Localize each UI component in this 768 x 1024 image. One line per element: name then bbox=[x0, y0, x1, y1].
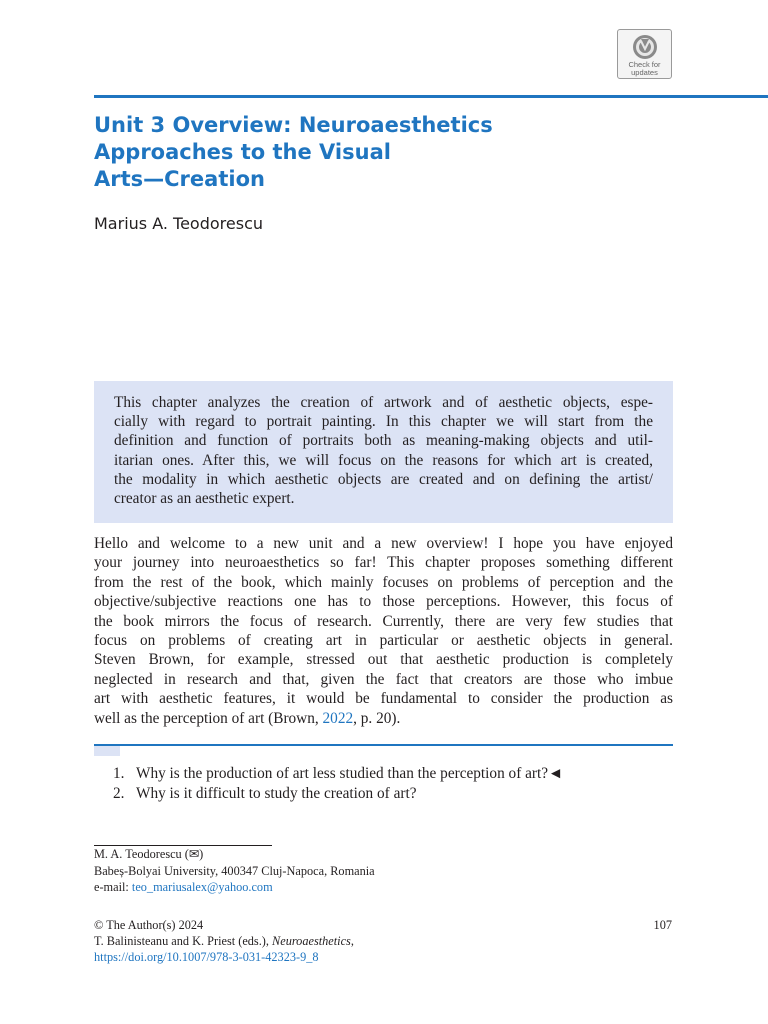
doi-link[interactable]: https://doi.org/10.1007/978-3-031-42323-9_8 bbox=[94, 950, 319, 964]
copyright: © The Author(s) 2024 bbox=[94, 918, 204, 932]
title-line: Unit 3 Overview: Neuroaesthetics bbox=[94, 113, 493, 137]
footnote-author: M. A. Teodorescu (✉) bbox=[94, 847, 204, 861]
question-number: 2. bbox=[113, 785, 125, 802]
title-line: Arts—Creation bbox=[94, 167, 265, 191]
body-line: Steven Brown, for example, stressed out that aesthetic production is completely bbox=[94, 651, 673, 669]
abstract-line: cially with regard to portrait painting. In this chapter we will start from the bbox=[114, 413, 653, 431]
title-line: Approaches to the Visual bbox=[94, 140, 391, 164]
abstract-line: definition and function of portraits both as meaning-making objects and util- bbox=[114, 432, 653, 450]
abstract-box bbox=[94, 381, 673, 523]
email-link[interactable]: teo_mariusalex@yahoo.com bbox=[131, 880, 273, 894]
abstract-line: itarian ones. After this, we will focus on the reasons for which art is created, bbox=[114, 451, 653, 469]
body-line: art with aesthetic features, it would be fundamental to consider the production as bbox=[94, 690, 673, 708]
body-line: from the rest of the book, which mainly focuses on problems of perception and the bbox=[94, 573, 673, 591]
book-citation bbox=[94, 933, 354, 949]
question-item bbox=[113, 764, 673, 784]
author-name: Marius A. Teodorescu bbox=[94, 214, 264, 233]
abstract-line: the modality in which aesthetic objects are created and on defining the artist/ bbox=[114, 470, 653, 488]
book-title: Neuroaesthetics bbox=[272, 934, 351, 948]
page-number: 107 bbox=[653, 918, 672, 932]
body-last-text: well as the perception of art (Brown, bbox=[94, 709, 323, 727]
body-line bbox=[94, 709, 673, 728]
footnote-affiliation: Babeș-Bolyai University, 400347 Cluj-Napoca, Romania bbox=[94, 863, 375, 878]
book-suffix: , bbox=[350, 934, 354, 948]
questions-list bbox=[113, 764, 673, 804]
question-number: 1. bbox=[113, 765, 125, 782]
body-line: the book mirrors the focus of research. Currently, there are very few studies that bbox=[94, 612, 673, 630]
question-text: Why is it difficult to study the creation of art? bbox=[136, 785, 417, 802]
author-footnote bbox=[94, 846, 375, 896]
questions-tab bbox=[94, 746, 120, 756]
check-for-updates-icon bbox=[632, 34, 658, 60]
body-line: Hello and welcome to a new unit and a new overview! I hope you have enjoyed bbox=[94, 535, 673, 552]
abstract-line: This chapter analyzes the creation of artwork and of aesthetic objects, espe- bbox=[114, 394, 653, 411]
question-text: Why is the production of art less studied than the perception of art?◄ bbox=[136, 765, 564, 782]
body-line: objective/subjective reactions one has to those perceptions. However, this focus of bbox=[94, 593, 673, 611]
check-for-updates-badge[interactable] bbox=[617, 29, 672, 79]
body-line: your journey into neuroaesthetics so far! This chapter proposes something different bbox=[94, 554, 673, 572]
citation-link[interactable]: 2022 bbox=[322, 709, 354, 727]
email-label: e-mail: bbox=[94, 880, 132, 894]
body-paragraph bbox=[94, 534, 673, 728]
editors: T. Balinisteanu and K. Priest (eds.), bbox=[94, 934, 273, 948]
top-rule bbox=[94, 95, 768, 98]
chapter-title bbox=[94, 112, 614, 193]
badge-text: Check for updates bbox=[628, 60, 661, 77]
page-footer bbox=[94, 917, 354, 965]
body-last-suffix: , p. 20). bbox=[353, 709, 401, 727]
body-line: focus on problems of creating art in particular or aesthetic objects in general. bbox=[94, 631, 673, 649]
questions-rule bbox=[94, 744, 673, 746]
body-line: neglected in research and that, given the fact that creators are those who imbue bbox=[94, 670, 673, 688]
question-item bbox=[113, 784, 673, 804]
footnote-email-line bbox=[94, 879, 375, 896]
abstract-line: creator as an aesthetic expert. bbox=[114, 489, 295, 507]
